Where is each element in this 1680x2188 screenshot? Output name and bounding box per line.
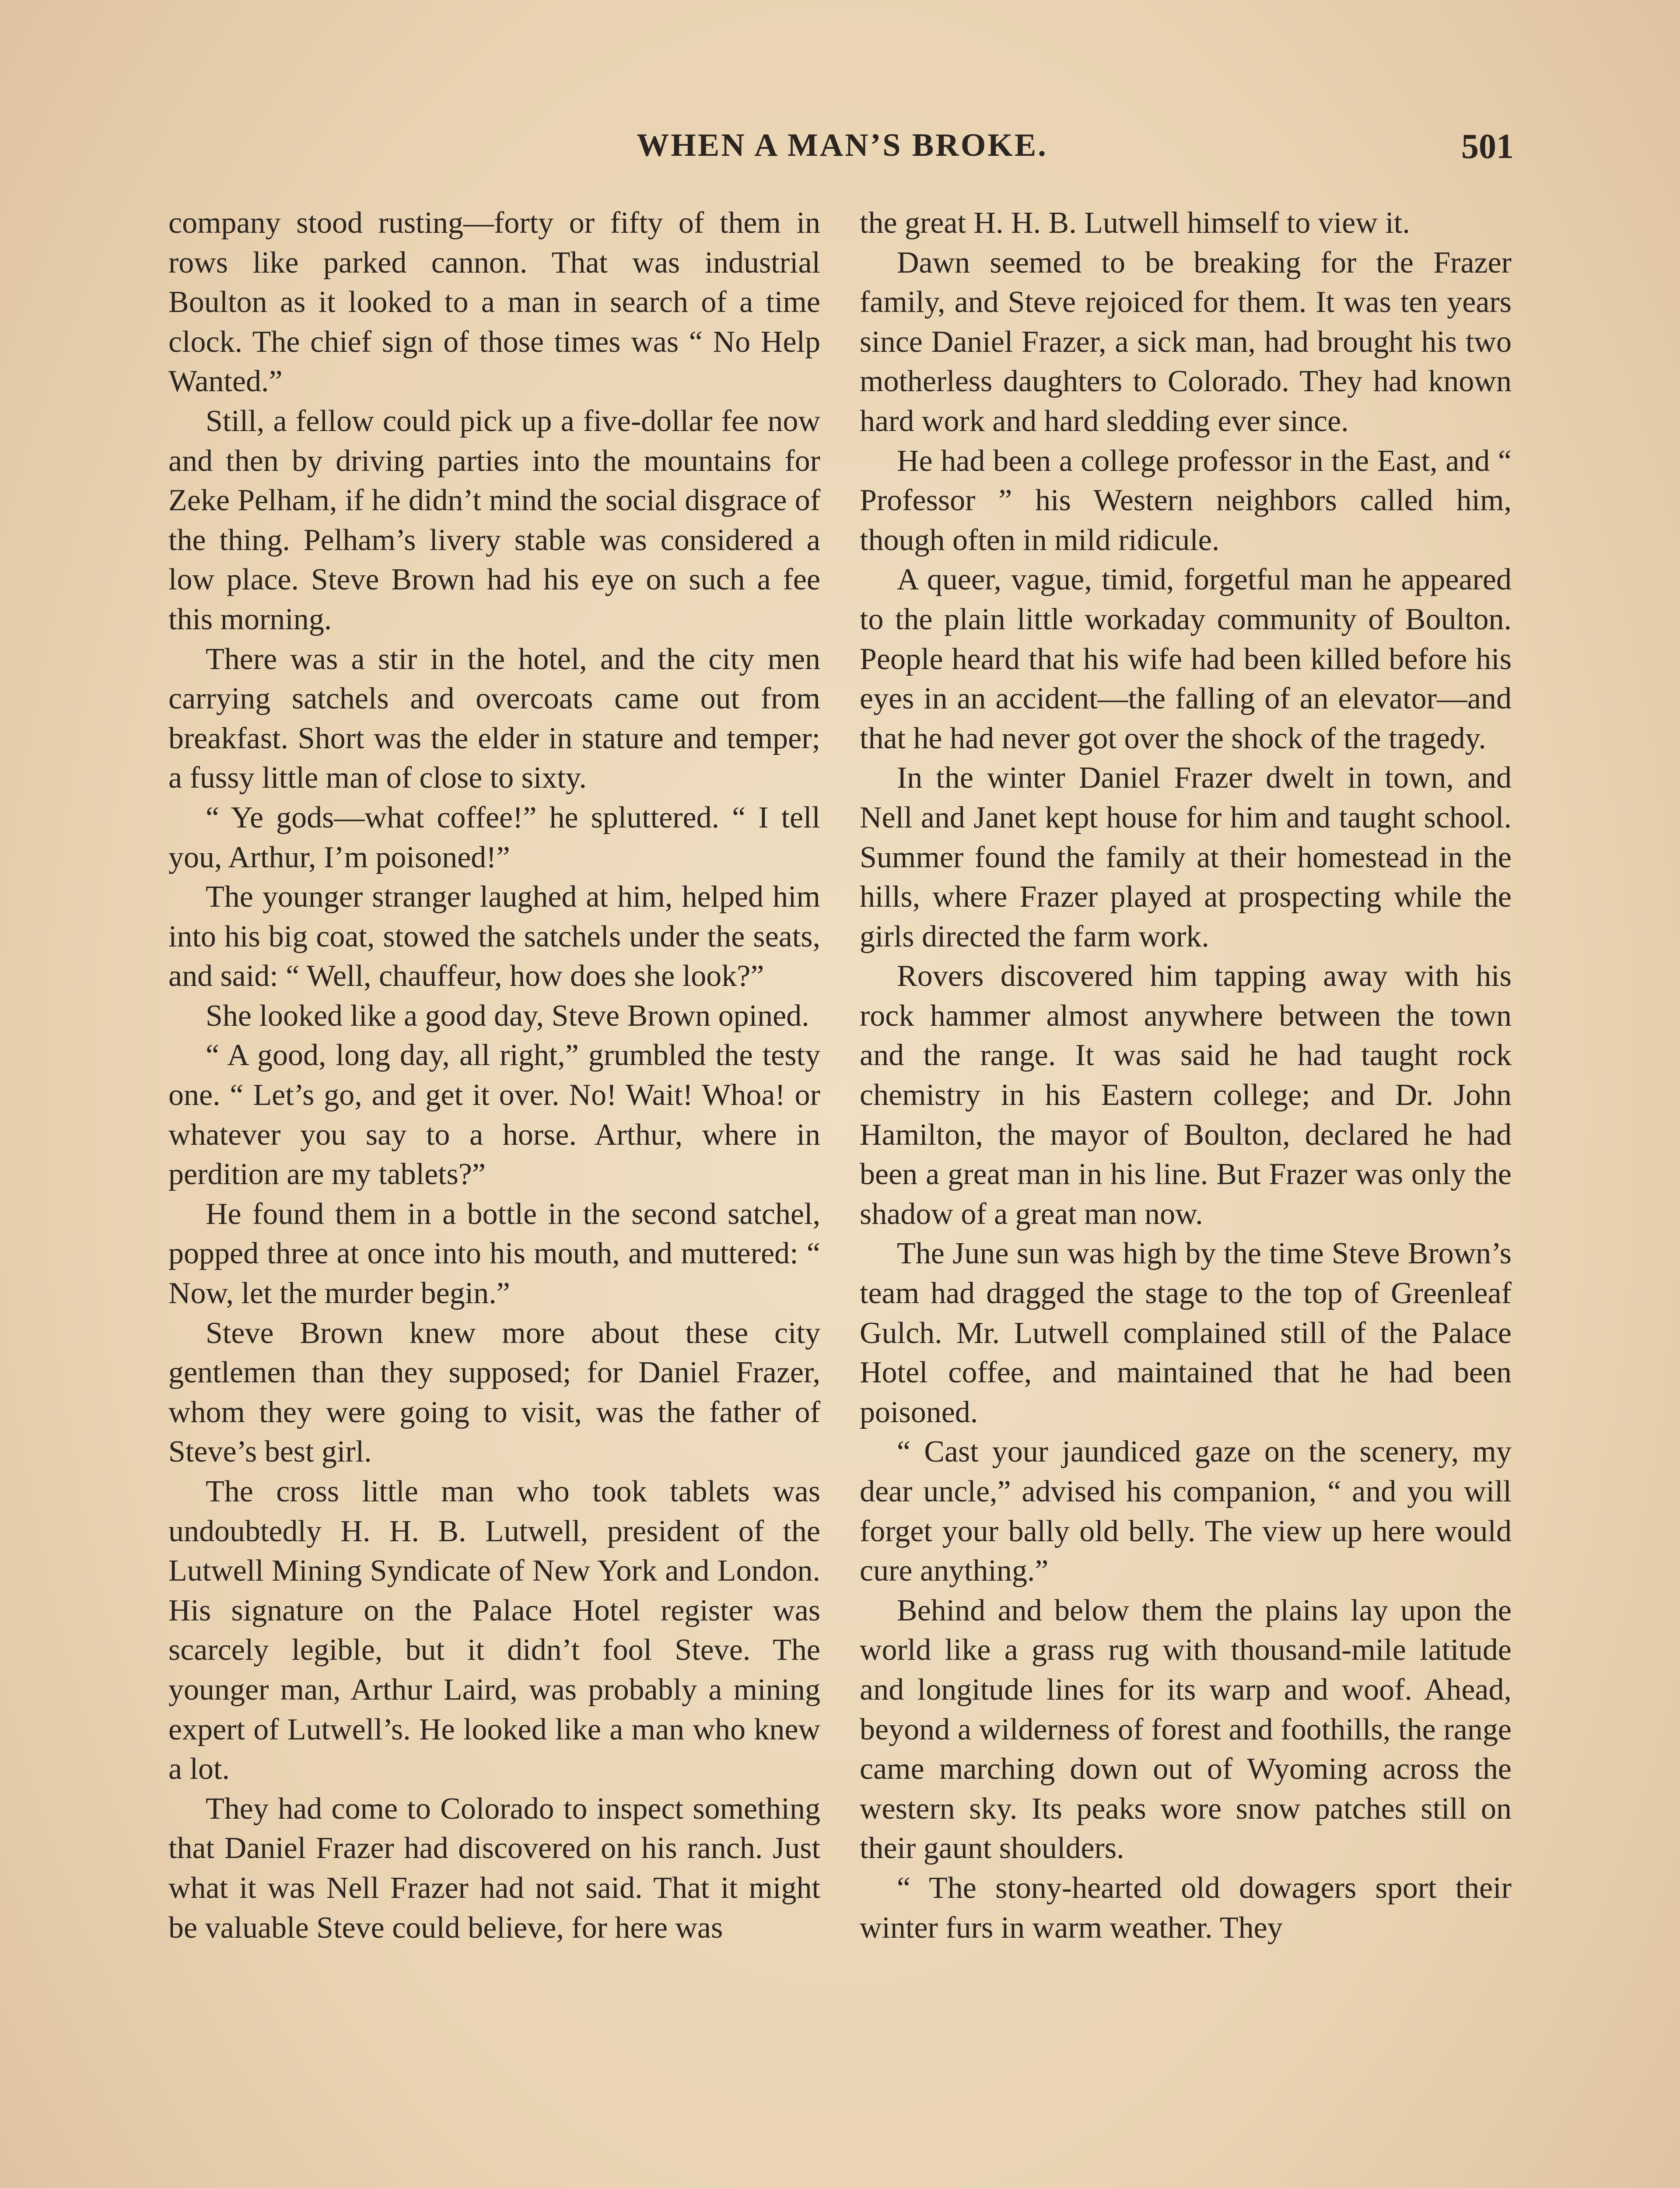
paragraph: Rovers discovered him tapping away with his rock hammer almost anywhere between the town and the range. It was said he had taught rock chemistry in his Eastern college; and Dr. John Hamilton, the mayor of Boulton, declared he had been a great man in his line. But Frazer was only the shadow of a great man now. [860, 959, 1512, 1231]
paragraph: The cross little man who took tablets was undoubtedly H. H. B. Lutwell, president of the Lutwell Mining Syndicate of New York and London. His signature on the Palace Hotel register was scarcely legible, but it didn’t fool Steve. The younger man, Arthur Laird, was probably a mining expert of Lutwell’s. He looked like a man who knew a lot. [168, 1475, 820, 1786]
paragraph: “ A good, long day, all right,” grumbled the testy one. “ Let’s go, and get it over. No! Wait! Whoa! or whatever you say to a horse. Arthur, where in perdition are my tablets?” [168, 1038, 820, 1192]
running-title: WHEN A MAN’S BROKE. [637, 127, 1048, 163]
paragraph: Still, a fellow could pick up a five-dollar fee now and then by driving parties into the mountains for Zeke Pelham, if he didn’t mind the social disgrace of the thing. Pelham’s livery stable was considered a low place. Steve Brown had his eye on such a fee this morning. [168, 404, 820, 636]
paragraph: He found them in a bottle in the second satchel, popped three at once into his mouth, and muttered: “ Now, let the murder begin.” [168, 1197, 820, 1311]
paragraph: the great H. H. B. Lutwell himself to view it. [860, 206, 1410, 240]
right-column [860, 203, 1512, 1948]
paragraph: In the winter Daniel Frazer dwelt in town, and Nell and Janet kept house for him and taught school. Summer found the family at their homestead in the hills, where Frazer played at prospecting while the girls directed the farm work. [860, 761, 1512, 954]
paragraph: The younger stranger laughed at him, helped him into his big coat, stowed the satchels under the seats, and said: “ Well, chauffeur, how does she look?” [168, 880, 820, 993]
paragraph: “ Cast your jaundiced gaze on the scenery, my dear uncle,” advised his companion, “ and you will forget your bally old belly. The view up here would cure anything.” [860, 1435, 1512, 1588]
paragraph: They had come to Colorado to inspect something that Daniel Frazer had discovered on his ranch. Just what it was Nell Frazer had not said. That it might be valuable Steve could believe, for here was [168, 1792, 820, 1945]
page-number: 501 [1461, 127, 1514, 166]
paragraph: Dawn seemed to be breaking for the Frazer family, and Steve rejoiced for them. It was ten years since Daniel Frazer, a sick man, had brought his two motherless daughters to Colorado. They had known hard work and hard sledding ever since. [860, 245, 1512, 438]
paragraph: company stood rusting—forty or fifty of them in rows like parked cannon. That was industrial Boulton as it looked to a man in search of a time clock. The chief sign of those times was “ No Help Wanted.” [168, 206, 820, 399]
paragraph: “ Ye gods—what coffee!” he spluttered. “ I tell you, Arthur, I’m poisoned!” [168, 800, 820, 874]
paragraph: Steve Brown knew more about these city gentlemen than they supposed; for Daniel Frazer, whom they were going to visit, was the father of Steve’s best girl. [168, 1316, 820, 1469]
paragraph: The June sun was high by the time Steve Brown’s team had dragged the stage to the top of Greenleaf Gulch. Mr. Lutwell complained still of the Palace Hotel coffee, and maintained that he had been poisoned. [860, 1237, 1512, 1429]
page-header [171, 127, 1514, 171]
paragraph: Behind and below them the plains lay upon the world like a grass rug with thousand-mile latitude and longitude lines for its warp and woof. Ahead, beyond a wilderness of forest and foothills, the range came marching down out of Wyoming across the western sky. Its peaks wore snow patches still on their gaunt shoulders. [860, 1593, 1512, 1865]
paragraph: She looked like a good day, Steve Brown opined. [206, 999, 809, 1033]
paragraph: A queer, vague, timid, forgetful man he appeared to the plain little workaday community of Boulton. People heard that his wife had been killed before his eyes in an accident—the falling of an elevator—and that he had never got over the shock of the tragedy. [860, 563, 1512, 755]
left-column [168, 203, 820, 1948]
paragraph: There was a stir in the hotel, and the city men carrying satchels and overcoats came out from breakfast. Short was the elder in stature and temper; a fussy little man of close to sixty. [168, 642, 820, 795]
paragraph: “ The stony-hearted old dowagers sport their winter furs in warm weather. They [860, 1871, 1512, 1945]
paragraph: He had been a college professor in the East, and “ Professor ” his Western neighbors called him, though often in mild ridicule. [860, 444, 1512, 557]
